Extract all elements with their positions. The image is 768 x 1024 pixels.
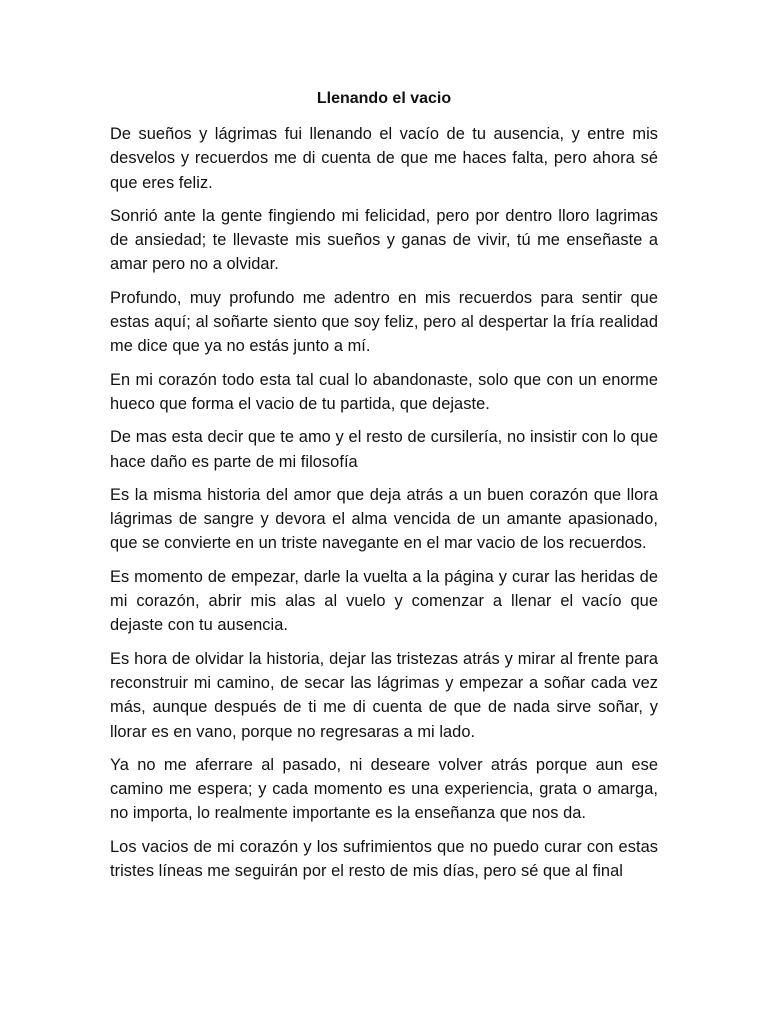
paragraph-2: Sonrió ante la gente fingiendo mi felicidad, pero por dentro lloro lagrimas de ansiedad; te llevaste mis sueños y ganas de vivir, tú me enseñaste a amar pero no a olvidar.	[110, 206, 658, 274]
paragraph-9: Ya no me aferrare al pasado, ni deseare volver atrás porque aun ese camino me espera; y cada momento es una experiencia, grata o amarga, no importa, lo realmente importante es la enseñanza que nos da.	[110, 755, 658, 823]
paragraph-4: En mi corazón todo esta tal cual lo abandonaste, solo que con un enorme hueco que forma el vacio de tu partida, que dejaste.	[110, 370, 658, 413]
paragraph-1: De sueños y lágrimas fui llenando el vacío de tu ausencia, y entre mis desvelos y recuerdos me di cuenta de que me haces falta, pero ahora sé que eres feliz.	[110, 125, 658, 192]
document-body	[110, 122, 658, 892]
paragraph-3: Profundo, muy profundo me adentro en mis recuerdos para sentir que estas aquí; al soñarte siento que soy feliz, pero al despertar la fría realidad me dice que ya no estás junto a mí.	[110, 288, 658, 356]
paragraph-8: Es hora de olvidar la historia, dejar las tristezas atrás y mirar al frente para reconstruir mi camino, de secar las lágrimas y empezar a soñar cada vez más, aunque después de ti me di cuenta de que de nada sirve soñar, y llorar es en vano, porque no regresaras a mi lado.	[110, 649, 658, 741]
paragraph-5: De mas esta decir que te amo y el resto de cursilería, no insistir con lo que hace daño es parte de mi filosofía	[110, 428, 658, 471]
document-title: Llenando el vacio	[316, 90, 452, 107]
paragraph-10: Los vacios de mi corazón y los sufrimientos que no puedo curar con estas tristes líneas me seguirán por el resto de mis días, pero sé que al final	[110, 837, 658, 881]
paragraph-6: Es la misma historia del amor que deja atrás a un buen corazón que llora lágrimas de sangre y devora el alma vencida de un amante apasionado, que se convierte en un triste navegante en el mar vacio de los recuerdos.	[110, 485, 658, 553]
paragraph-7: Es momento de empezar, darle la vuelta a la página y curar las heridas de mi corazón, abrir mis alas al vuelo y comenzar a llenar el vacío que dejaste con tu ausencia.	[110, 567, 658, 635]
